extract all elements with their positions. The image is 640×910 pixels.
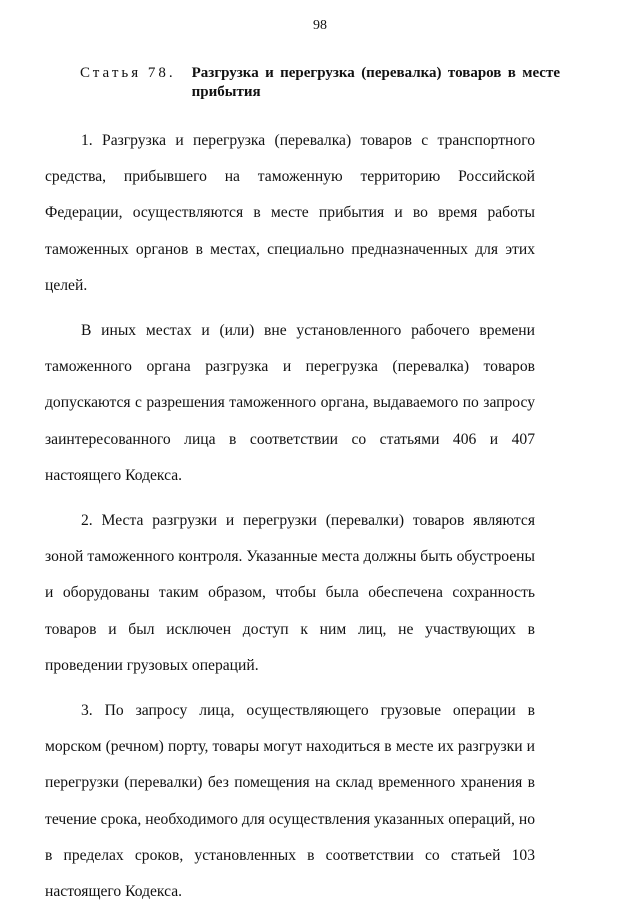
article-heading [80,64,560,102]
paragraph-3: 2. Места разгрузки и перегрузки (перевалки) товаров являются зоной таможенного контроля. Указанные места должны быть обустроены и оборудованы таким образом, чтобы была обеспечена сохранность товаров и был исключен доступ к ним лиц, не участвующих в проведении грузовых операций. [45,512,535,674]
page-number: 98 [313,18,327,33]
paragraph-1: 1. Разгрузка и перегрузка (перевалка) товаров с транспортного средства, прибывшего на таможенную территорию Российской Федерации, осуществляются в месте прибытия и во время работы таможенных органов в местах, специально предназначенных для этих целей. [45,132,535,294]
paragraph-2: В иных местах и (или) вне установленного рабочего времени таможенного органа разгрузка и перегрузка (перевалка) товаров допускаются с разрешения таможенного органа, выдаваемого по запросу заинтересованного лица в соответствии со статьями 406 и 407 настоящего Кодекса. [45,322,535,484]
article-label: Статья 78. [80,65,176,81]
article-body [45,123,535,910]
article-title: Разгрузка и перегрузка (перевалка) товаров в месте прибытия [191,65,560,100]
paragraph-4: 3. По запросу лица, осуществляющего грузовые операции в морском (речном) порту, товары могут находиться в месте их разгрузки и перегрузки (перевалки) без помещения на склад временного хранения в течение срока, необходимого для осуществления указанных операций, но в пределах сроков, установленных в соответствии со статьей 103 настоящего Кодекса. [45,702,535,901]
